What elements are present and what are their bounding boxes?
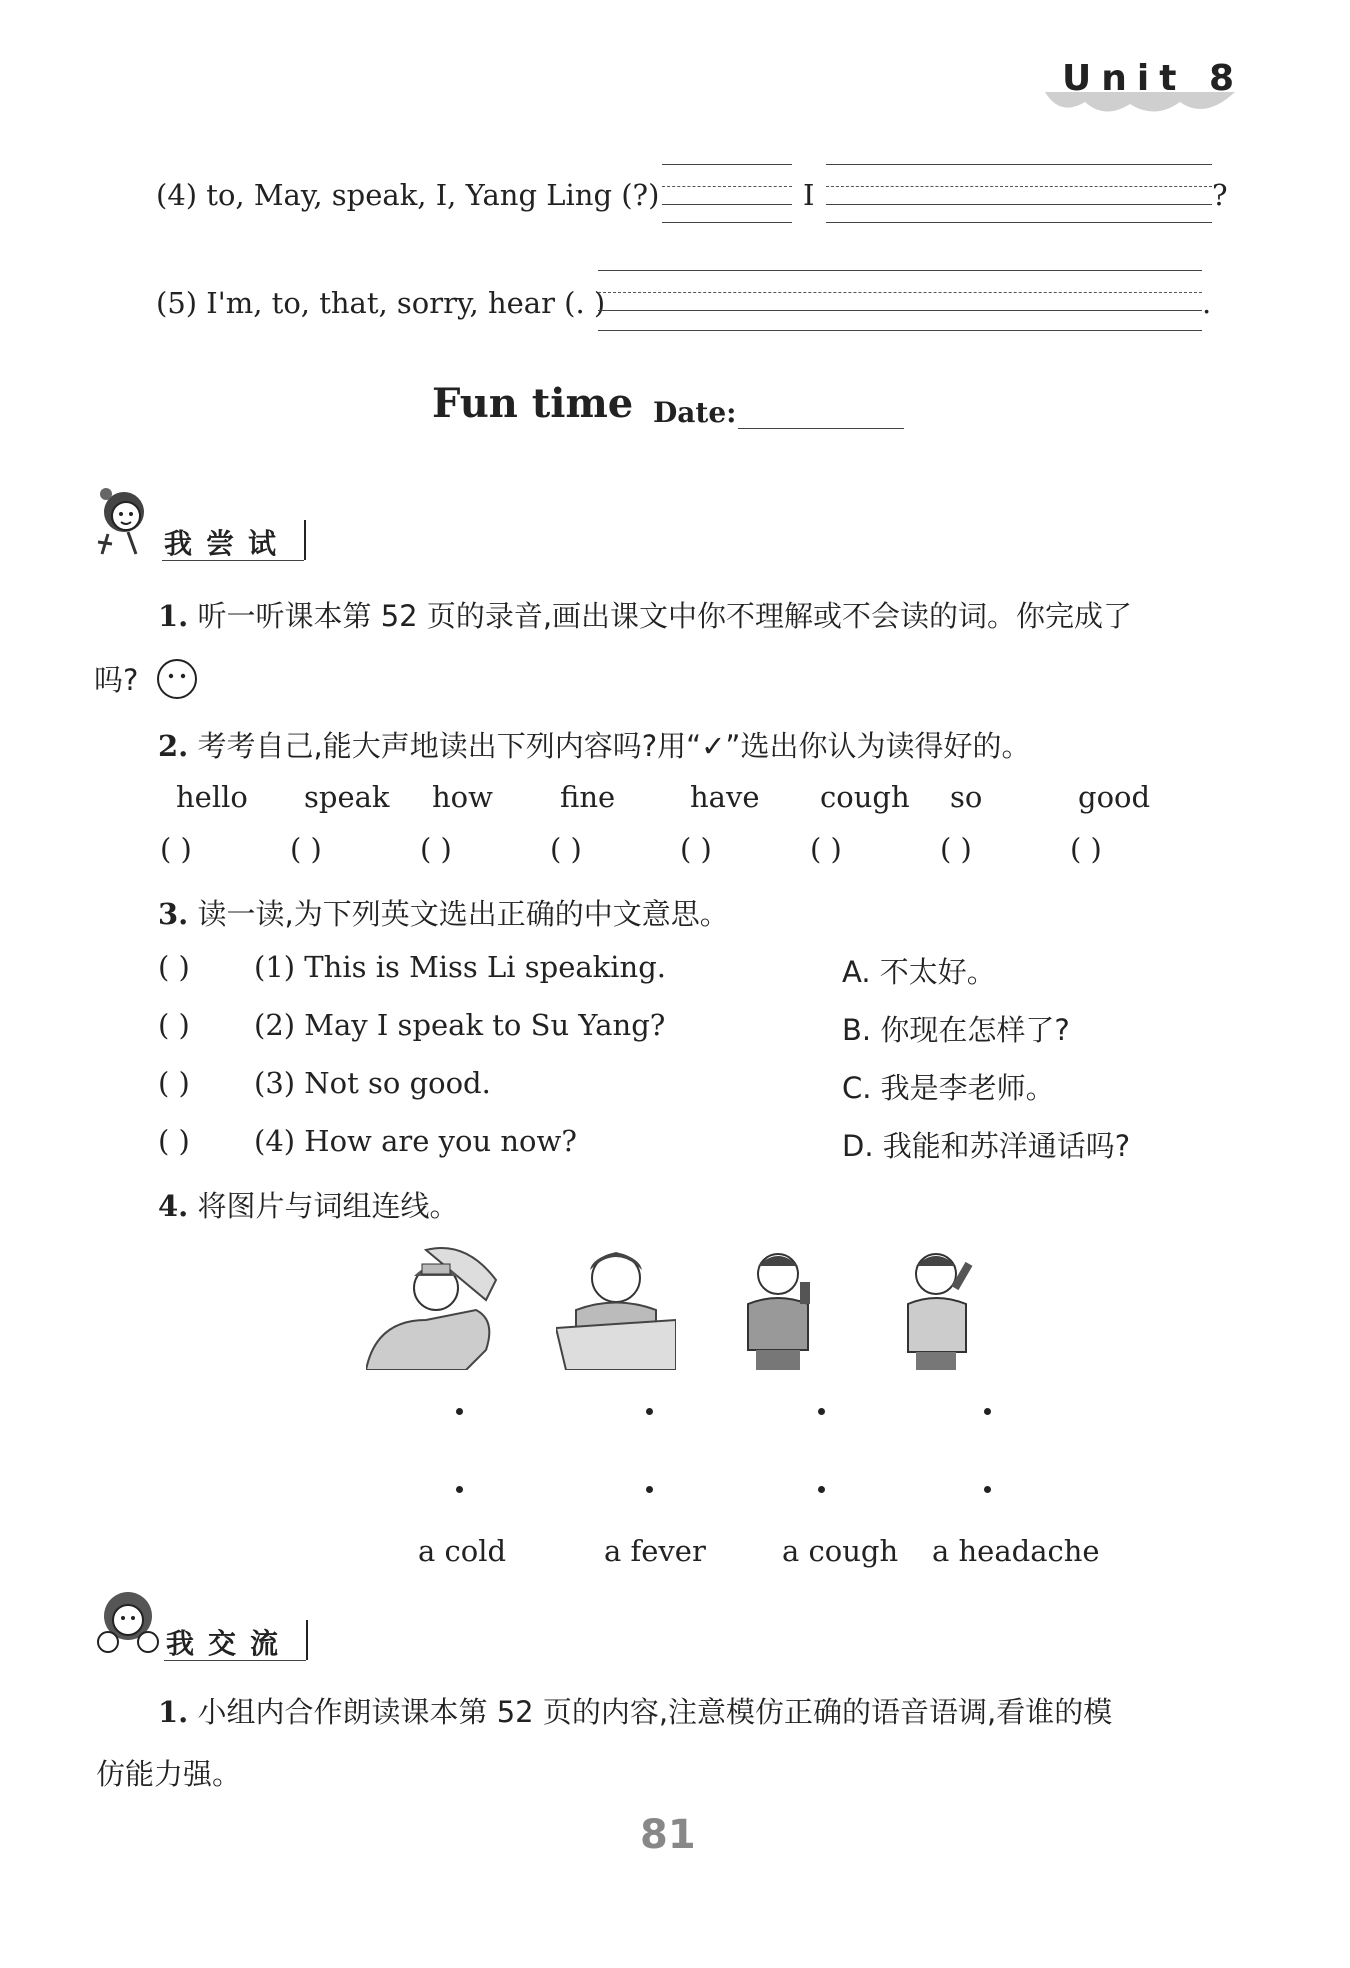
reorder-item-4: (4) to, May, speak, I, Yang Ling (?): [156, 178, 660, 212]
q2-answer-paren[interactable]: ( ): [940, 832, 972, 866]
q2-answer-paren[interactable]: ( ): [160, 832, 192, 866]
q2-answer-paren[interactable]: ( ): [810, 832, 842, 866]
q3-answer-paren[interactable]: ( ): [158, 1066, 190, 1100]
q3-option: C. 我是李老师。: [842, 1071, 1055, 1105]
q3-item-label: (1) This is Miss Li speaking.: [254, 950, 666, 984]
question-4: 4. 将图片与词组连线。: [158, 1189, 459, 1223]
talk-question-1-cont: 仿能力强。: [96, 1757, 242, 1791]
match-dot-bottom[interactable]: [456, 1486, 463, 1493]
match-dot-top[interactable]: [646, 1408, 653, 1415]
q3-option: B. 你现在怎样了?: [842, 1013, 1070, 1047]
section-label-talk: 我交流: [166, 1627, 293, 1660]
section-label-try: 我尝试: [164, 527, 291, 560]
q2-answer-paren[interactable]: ( ): [290, 832, 322, 866]
q2-word: so: [950, 780, 983, 814]
q3-answer-paren[interactable]: ( ): [158, 1008, 190, 1042]
q2-word: how: [432, 780, 493, 814]
q3-answer-paren[interactable]: ( ): [158, 1124, 190, 1158]
q2-word: good: [1078, 780, 1151, 814]
reorder-item-5: (5) I'm, to, that, sorry, hear (. ): [156, 286, 606, 320]
q3-option: D. 我能和苏洋通话吗?: [842, 1129, 1131, 1163]
date-input-line[interactable]: [738, 428, 904, 429]
q4-phrase: a headache: [932, 1534, 1100, 1568]
match-dot-bottom[interactable]: [646, 1486, 653, 1493]
q2-word: speak: [304, 780, 390, 814]
girl-with-headache-picture: [556, 1240, 676, 1370]
q2-answer-paren[interactable]: ( ): [680, 832, 712, 866]
match-dot-bottom[interactable]: [984, 1486, 991, 1493]
boy-coughing-picture: [730, 1240, 830, 1370]
reorder-4-end-mark: ?: [1212, 178, 1228, 212]
reorder-4-mid-word: I: [803, 178, 815, 212]
q2-word: fine: [560, 780, 616, 814]
q4-phrase: a cold: [418, 1534, 507, 1568]
page-number: 81: [640, 1812, 696, 1858]
smiley-face-icon: [156, 658, 198, 700]
q3-answer-paren[interactable]: ( ): [158, 950, 190, 984]
girl-mascot-icon: [92, 484, 158, 560]
q3-item-label: (3) Not so good.: [254, 1066, 491, 1100]
q4-phrase: a fever: [604, 1534, 706, 1568]
section-title: Fun time: [432, 380, 634, 427]
match-dot-bottom[interactable]: [818, 1486, 825, 1493]
match-dot-top[interactable]: [984, 1408, 991, 1415]
q2-answer-paren[interactable]: ( ): [550, 832, 582, 866]
q4-phrase: a cough: [782, 1534, 899, 1568]
q2-answer-paren[interactable]: ( ): [420, 832, 452, 866]
q2-word: cough: [820, 780, 910, 814]
q3-option: A. 不太好。: [842, 955, 996, 989]
q2-word: have: [690, 780, 760, 814]
girl-in-bed-picture: [366, 1240, 506, 1370]
q3-item-label: (4) How are you now?: [254, 1124, 577, 1158]
question-1-cont: 吗?: [94, 663, 139, 697]
kids-mascot-icon: [94, 1586, 162, 1658]
q3-item-label: (2) May I speak to Su Yang?: [254, 1008, 666, 1042]
q2-word: hello: [176, 780, 248, 814]
question-1: 1. 听一听课本第 52 页的录音,画出课文中你不理解或不会读的词。你完成了: [158, 599, 1133, 633]
question-2: 2. 考考自己,能大声地读出下列内容吗?用“✓”选出你认为读得好的。: [158, 729, 1031, 763]
match-dot-top[interactable]: [818, 1408, 825, 1415]
question-3: 3. 读一读,为下列英文选出正确的中文意思。: [158, 897, 729, 931]
unit-title: Unit 8: [1062, 58, 1244, 99]
match-dot-top[interactable]: [456, 1408, 463, 1415]
boy-with-cold-picture: [896, 1240, 980, 1370]
reorder-5-end-mark: .: [1202, 286, 1212, 320]
q2-answer-paren[interactable]: ( ): [1070, 832, 1102, 866]
talk-question-1: 1. 小组内合作朗读课本第 52 页的内容,注意模仿正确的语音语调,看谁的模: [158, 1695, 1113, 1729]
date-label: Date:: [653, 396, 737, 429]
